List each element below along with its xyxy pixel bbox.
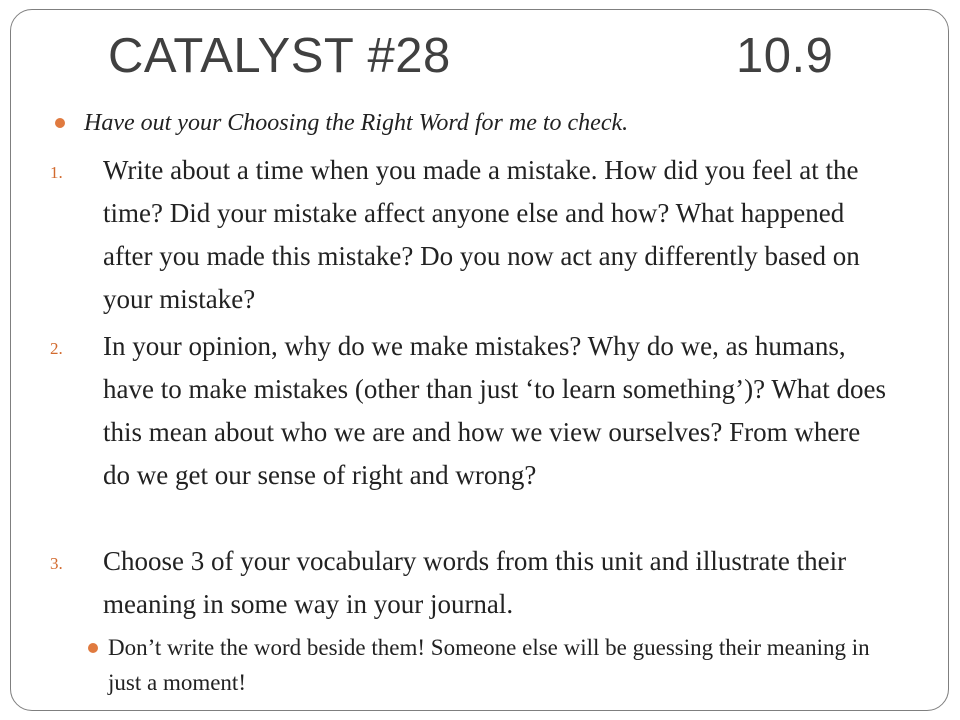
intro-bullet-text: Have out your Choosing the Right Word for me to check.	[84, 110, 629, 136]
item-text-3: Choose 3 of your vocabulary words from this unit and illustrate their meaning in some way in your journal.	[103, 546, 847, 619]
slide-date: 10.9	[736, 29, 834, 83]
sub-bullet-text: Don’t write the word beside them! Someone else will be guessing their meaning in just a moment!	[108, 635, 870, 695]
item-number-3: 3.	[50, 554, 63, 573]
item-text-1: Write about a time when you made a mistake. How did you feel at the time? Did your mistake affect anyone else and how? What happened after you made this mistake? Do you now act any differently based on your mistake?	[103, 155, 860, 314]
item-number-2: 2.	[50, 339, 63, 358]
catalyst-title: CATALYST #28	[108, 29, 451, 83]
sub-bullet-dot-icon	[88, 643, 98, 653]
item-number-1: 1.	[50, 163, 63, 182]
bullet-dot-icon	[55, 118, 65, 128]
item-text-2: In your opinion, why do we make mistakes? Why do we, as humans, have to make mistakes (other than just ‘to learn something’)? What does this mean about who we are and how we view ourselves? From where do we get our sense of right and wrong?	[103, 331, 887, 490]
